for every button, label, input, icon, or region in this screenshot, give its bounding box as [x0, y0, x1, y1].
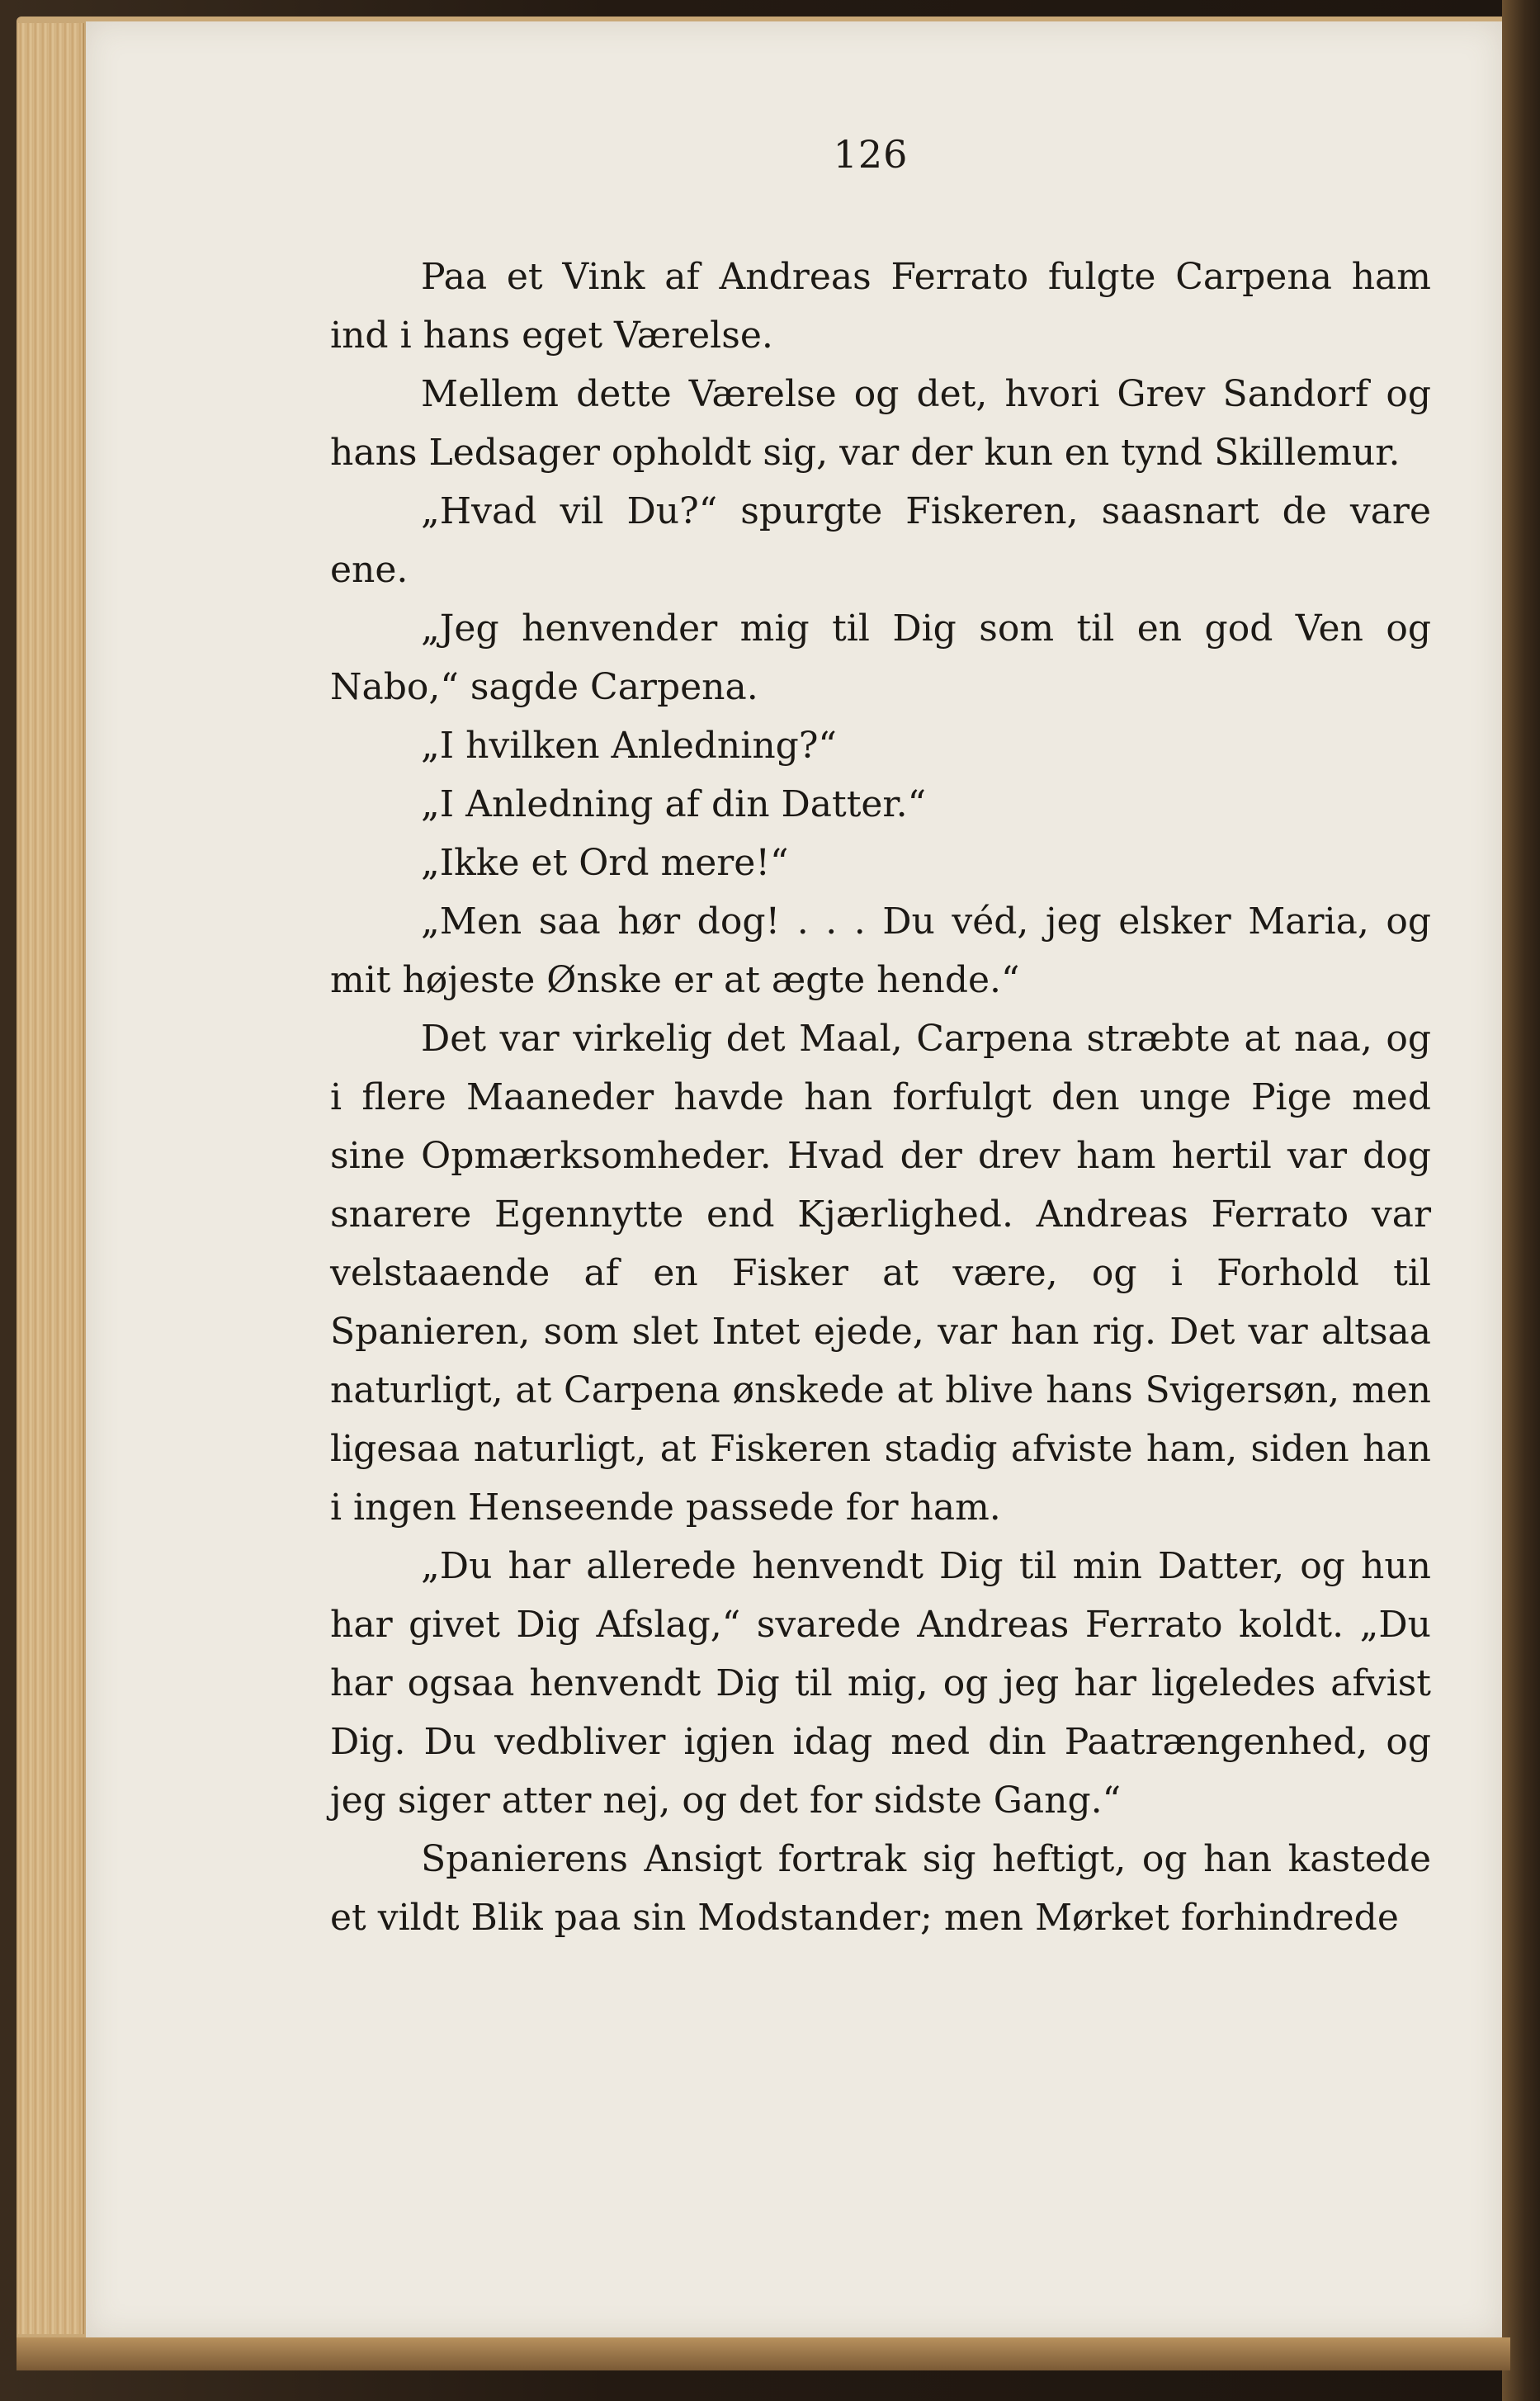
page-number: 126 — [833, 132, 909, 177]
paragraph-5: „I hvilken Anledning?“ — [421, 725, 837, 767]
paragraph-9: Det var virkelig det Maal, Carpena stræbte at naa, og i flere Maaneder havde han forfulgt den unge Pige med sine Opmærksomheder. Hvad der drev ham hertil var dog snarere Egennytte end Kjærlighed. Andreas Ferrato var velstaaende af en Fisker at være, og i Forhold til Spanieren, som slet Intet ejede, var han rig. Det var altsaa naturligt, at Carpena ønskede at blive hans Svigersøn, men ligesaa naturligt, at Fiskeren stadig afviste ham, siden han i ingen Henseende passede for ham. — [330, 1018, 1431, 1529]
paragraph-4: „Jeg henvender mig til Dig som til en god Ven og Nabo,“ sagde Carpena. — [330, 607, 1431, 708]
paragraph-6: „I Anledning af din Datter.“ — [421, 783, 927, 825]
paragraph-3: „Hvad vil Du?“ spurgte Fiskeren, saasnart de vare ene. — [330, 490, 1431, 591]
paragraph-8: „Men saa hør dog! . . . Du véd, jeg elsker Maria, og mit højeste Ønske er at ægte hende.“ — [330, 900, 1431, 1001]
paragraph-10: „Du har allerede henvendt Dig til min Datter, og hun har givet Dig Afslag,“ svarede Andreas Ferrato koldt. „Du har ogsaa henvendt Dig til mig, og jeg har ligeledes afvist Dig. Du vedbliver igjen idag med din Paatrængenhed, og jeg siger atter nej, og det for sidste Gang.“ — [330, 1545, 1431, 1822]
paragraph-1: Paa et Vink af Andreas Ferrato fulgte Carpena ham ind i hans eget Værelse. — [330, 256, 1431, 357]
page-stack-edge — [18, 23, 84, 2334]
paragraph-11: Spanierens Ansigt fortrak sig heftigt, og han kastede et vildt Blik paa sin Modstander; men Mørket forhindrede — [330, 1838, 1431, 1939]
body-text — [330, 248, 1431, 1947]
right-shadow — [1502, 0, 1540, 2401]
paragraph-2: Mellem dette Værelse og det, hvori Grev Sandorf og hans Ledsager opholdt sig, var der kun en tynd Skillemur. — [330, 373, 1431, 474]
paragraph-7: „Ikke et Ord mere!“ — [421, 842, 789, 884]
bottom-edge — [17, 2337, 1510, 2370]
